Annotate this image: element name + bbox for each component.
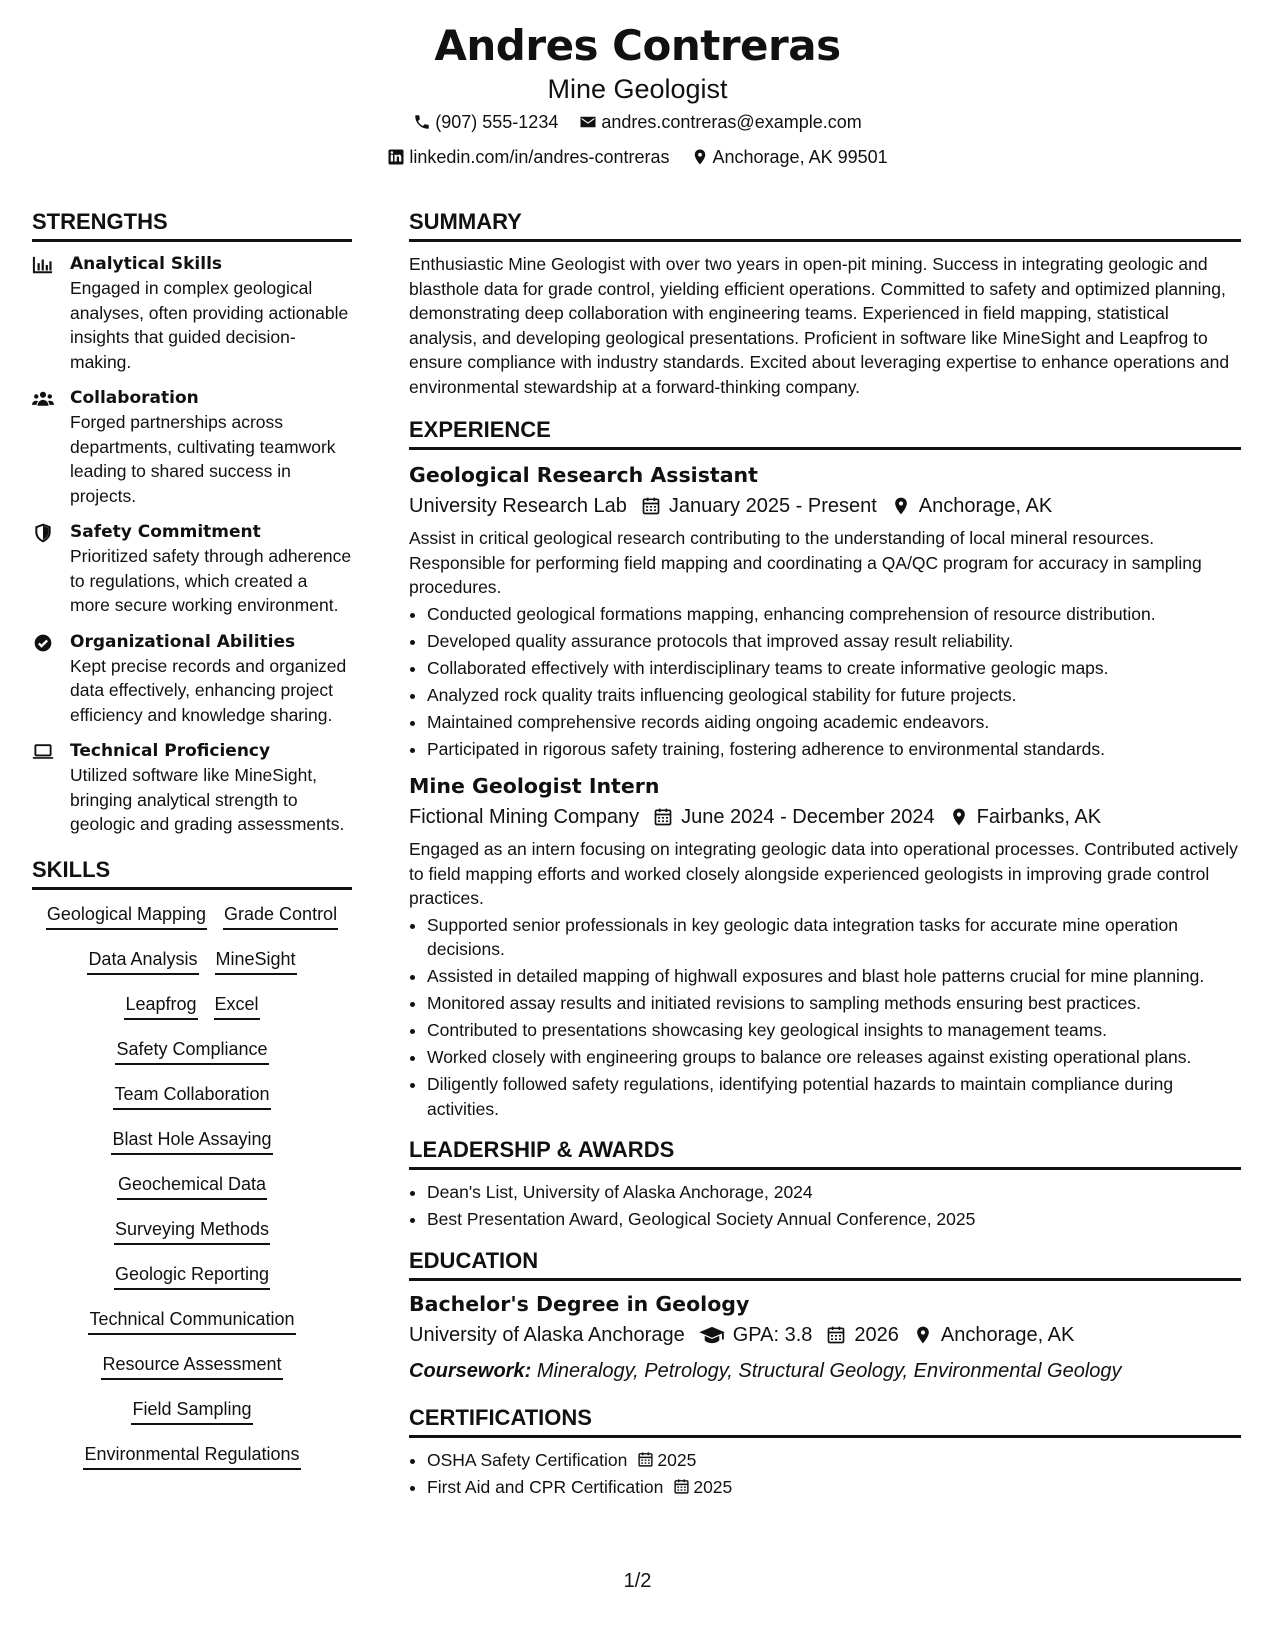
cert-name: First Aid and CPR Certification: [427, 1476, 664, 1497]
school-location: [913, 1319, 1074, 1351]
leadership-list: [409, 1180, 1241, 1232]
skill-tag: Data Analysis: [87, 945, 198, 975]
strength-desc: Prioritized safety through adherence to regulations, which created a more secure working environment.: [70, 546, 352, 615]
skill-tag: Safety Compliance: [115, 1035, 268, 1065]
calendar-icon: [826, 1325, 846, 1345]
skill-tag: Grade Control: [223, 900, 338, 930]
list-item: • Monitored assay results and initiated revisions to sampling methods ensuring best practices.: [427, 991, 1241, 1016]
list-item: • Collaborated effectively with interdisciplinary teams to create informative geologic maps.: [427, 656, 1241, 681]
grad-year: [826, 1319, 899, 1351]
strength-title: Organizational Abilities: [70, 631, 296, 652]
cert-year: 2025: [693, 1476, 733, 1497]
phone[interactable]: [413, 106, 558, 138]
strength-item: [32, 630, 352, 728]
candidate-title: Mine Geologist: [547, 74, 728, 104]
skill-tag: Field Sampling: [131, 1395, 252, 1425]
phone-icon: [413, 113, 431, 131]
chart-icon: [32, 255, 54, 275]
location: [691, 141, 888, 173]
linkedin-text: linkedin.com/in/andres-contreras: [409, 147, 670, 167]
linkedin[interactable]: [387, 141, 669, 173]
list-item: • Contributed to presentations showcasing key geological insights to management teams.: [427, 1018, 1241, 1043]
calendar-icon: [641, 496, 661, 516]
job-location: [891, 490, 1052, 522]
list-item: • Assisted in detailed mapping of highwall exposures and blast hole patterns crucial for mine planning.: [427, 964, 1241, 989]
job-meta: [409, 801, 1241, 833]
map-pin-icon: [691, 148, 709, 166]
list-item: [427, 1448, 1241, 1473]
resume-header: [0, 20, 1275, 176]
strength-desc: Engaged in complex geological analyses, often providing actionable insights that guided decision-making.: [70, 278, 349, 372]
list-item: • Participated in rigorous safety training, fostering adherence to environmental standards.: [427, 737, 1241, 762]
job-entry: [409, 771, 1241, 1121]
education-meta: [409, 1319, 1241, 1351]
education-heading: EDUCATION: [409, 1244, 1241, 1281]
job-meta: [409, 490, 1241, 522]
strength-desc: Kept precise records and organized data effectively, enhancing project efficiency and knowledge sharing.: [70, 655, 347, 725]
skills-heading: SKILLS: [32, 853, 352, 890]
envelope-icon: [579, 113, 597, 131]
calendar-icon: [673, 1478, 690, 1495]
strength-desc: Forged partnerships across departments, cultivating teamwork leading to shared success in projects.: [70, 412, 336, 506]
skill-tag: Resource Assessment: [101, 1350, 282, 1380]
gpa-text: GPA: 3.8: [732, 1323, 813, 1346]
map-pin-icon: [891, 496, 911, 516]
left-column: [32, 205, 352, 1485]
job-description: Engaged as an intern focusing on integrating geologic data into operational processes. Contributed actively to field mapping efforts and worked closely alongside experienced geologists in improving grade control practices.: [409, 839, 1238, 908]
grad-year-text: 2026: [854, 1323, 899, 1346]
skill-tag: Excel: [214, 990, 260, 1020]
skill-tag: Blast Hole Assaying: [111, 1125, 272, 1155]
degree-title: Bachelor's Degree in Geology: [409, 1291, 750, 1316]
school-location-text: Anchorage, AK: [940, 1323, 1075, 1346]
strengths-heading: STRENGTHS: [32, 205, 352, 242]
email-text: andres.contreras@example.com: [601, 112, 862, 132]
strength-title: Collaboration: [70, 388, 199, 408]
calendar-icon: [653, 807, 673, 827]
phone-text: (907) 555-1234: [435, 112, 559, 132]
email[interactable]: [579, 106, 861, 138]
cert-year: 2025: [657, 1449, 697, 1470]
cert-name: OSHA Safety Certification: [427, 1449, 628, 1470]
page-number: 1/2: [623, 1570, 652, 1592]
right-column: [409, 205, 1241, 1502]
job-title: Mine Geologist Intern: [409, 774, 660, 798]
strength-title: Safety Commitment: [70, 522, 261, 542]
job-bullets: [409, 913, 1241, 1122]
job-location: [949, 801, 1102, 833]
summary-heading: SUMMARY: [409, 205, 1241, 242]
experience-heading: EXPERIENCE: [409, 413, 1241, 450]
list-item: • Developed quality assurance protocols that improved assay result reliability.: [427, 629, 1241, 654]
strength-item: [32, 386, 352, 508]
summary-text: Enthusiastic Mine Geologist with over two years in open-pit mining. Success in integrating geologic and blasthole data for grade control, yielding efficient operations. Committed to safety and optimized planning, demonstrating deep collaboration with engineering teams. Experienced in field mapping, statistical analysis, and developing geological presentations. Proficient in software like MineSight and Leapfrog to ensure compliance with industry standards. Excited about leveraging expertise to enhance operations and environmental stewardship at a forward-thinking company.: [409, 254, 1230, 397]
calendar-icon: [637, 1451, 654, 1468]
school-name: University of Alaska Anchorage: [409, 1323, 685, 1346]
gpa: [699, 1319, 813, 1351]
skill-tag: Surveying Methods: [114, 1215, 270, 1245]
strength-item: [32, 520, 352, 618]
contact-line-2: [0, 141, 1275, 176]
list-item: • Conducted geological formations mapping, enhancing comprehension of resource distribution.: [427, 602, 1241, 627]
certifications-list: [409, 1448, 1241, 1500]
skill-tag: Geological Mapping: [46, 900, 207, 930]
list-item: • Dean's List, University of Alaska Anchorage, 2024: [427, 1180, 1241, 1205]
list-item: • Supported senior professionals in key geologic data integration tasks for accurate mine operation decisions.: [427, 913, 1241, 962]
job-dates-text: January 2025 - Present: [668, 495, 877, 517]
leadership-heading: LEADERSHIP & AWARDS: [409, 1133, 1241, 1170]
linkedin-icon: [387, 148, 405, 166]
skill-tag: Geologic Reporting: [114, 1260, 270, 1290]
job-dates: [653, 801, 935, 833]
job-description: Assist in critical geological research contributing to the understanding of local mineral resources. Responsible for performing field mapping and coordinating a QA/QC program for accuracy in sampling procedures.: [409, 528, 1202, 597]
job-location-text: Anchorage, AK: [918, 495, 1053, 517]
shield-icon: [32, 523, 54, 543]
job-company: University Research Lab: [409, 495, 627, 517]
coursework-label: Coursework:: [409, 1359, 532, 1382]
skill-tag: Environmental Regulations: [83, 1440, 300, 1470]
skill-tag: Team Collaboration: [113, 1080, 270, 1110]
graduation-cap-icon: [699, 1325, 725, 1345]
strength-title: Analytical Skills: [70, 254, 223, 274]
skill-tag: Leapfrog: [124, 990, 197, 1020]
list-item: • Analyzed rock quality traits influencing geological stability for future projects.: [427, 683, 1241, 708]
check-circle-icon: [32, 633, 54, 653]
certifications-heading: CERTIFICATIONS: [409, 1401, 1241, 1438]
coursework-text: Mineralogy, Petrology, Structural Geology, Environmental Geology: [536, 1359, 1122, 1382]
map-pin-icon: [913, 1325, 933, 1345]
job-company: Fictional Mining Company: [409, 806, 640, 828]
list-item: • Worked closely with engineering groups to balance ore releases against existing operational plans.: [427, 1045, 1241, 1070]
strength-desc: Utilized software like MineSight, bringing analytical strength to geologic and grading assessments.: [70, 765, 345, 834]
map-pin-icon: [949, 807, 969, 827]
job-bullets: [409, 602, 1241, 762]
list-item: • Maintained comprehensive records aiding ongoing academic endeavors.: [427, 710, 1241, 735]
laptop-icon: [32, 742, 54, 762]
job-dates-text: June 2024 - December 2024: [681, 806, 935, 828]
skills-list: [32, 900, 352, 1473]
skill-tag: Technical Communication: [88, 1305, 295, 1335]
coursework: [409, 1355, 1241, 1387]
list-item: • Diligently followed safety regulations, identifying potential hazards to maintain compliance during activities.: [427, 1072, 1241, 1121]
contact-line-1: [0, 106, 1275, 141]
skill-tag: MineSight: [215, 945, 297, 975]
strength-title: Technical Proficiency: [70, 741, 271, 761]
job-location-text: Fairbanks, AK: [976, 806, 1102, 828]
strength-item: [32, 739, 352, 837]
job-entry: [409, 460, 1241, 761]
job-dates: [641, 490, 877, 522]
job-title: Geological Research Assistant: [409, 463, 758, 487]
strength-item: [32, 252, 352, 374]
users-icon: [32, 389, 54, 409]
skill-tag: Geochemical Data: [117, 1170, 267, 1200]
list-item: • Best Presentation Award, Geological Society Annual Conference, 2025: [427, 1207, 1241, 1232]
list-item: [427, 1475, 1241, 1500]
candidate-name: Andres Contreras: [434, 21, 841, 70]
location-text: Anchorage, AK 99501: [712, 147, 888, 167]
